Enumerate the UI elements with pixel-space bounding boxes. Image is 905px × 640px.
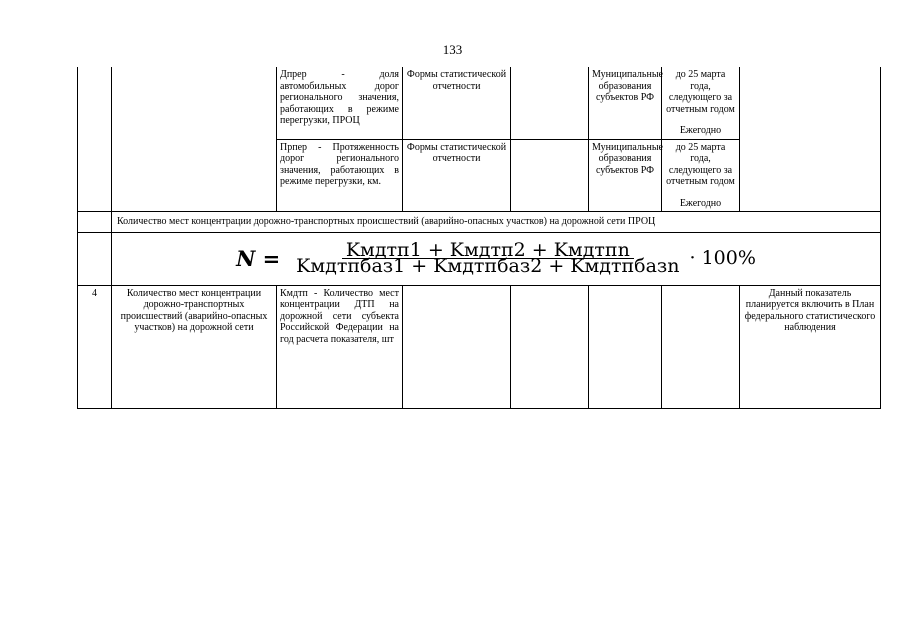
formula-lhs: N = (236, 245, 281, 271)
formula-tail: · 100% (689, 246, 756, 269)
deadline-text: до 25 марта года, следующего за отчетным годом (666, 141, 735, 187)
indicator-cell: Кмдтп - Количество мест концентрации ДТП на дорожной сети субъекта Российской Федерации на год расчета показателя, шт (277, 285, 403, 408)
level-cell: Муниципальные образования субъектов РФ (589, 139, 662, 212)
frequency-text: Ежегодно (679, 197, 722, 209)
note-cell: Данный показатель планируется включить в План федерального статистического наблюдения (740, 285, 881, 408)
formula (236, 238, 756, 277)
deadline-text: до 25 марта года, следующего за отчетным годом (666, 69, 735, 115)
formula-denominator: Kмдтпбаз1 + Kмдтпбаз2 + Kмдтпбазn (296, 255, 680, 277)
indicator-cell: Дпрер - доля автомобильных дорог регионального значения, работающих в режиме перегрузки, ПРОЦ (277, 67, 403, 139)
table-row (78, 285, 881, 408)
deadline-cell (662, 67, 740, 139)
level-cell: Муниципальные образования субъектов РФ (589, 67, 662, 139)
indicator-table (77, 67, 881, 409)
formula-fraction (292, 238, 683, 277)
section-heading-row (78, 212, 881, 233)
frequency-text: Ежегодно (679, 125, 722, 136)
source-cell: Формы статистической отчетности (403, 139, 511, 212)
deadline-cell (662, 139, 740, 212)
indicator-cell: Прпер - Протяженность дорог регионального значения, работающих в режиме перегрузки, км. (277, 139, 403, 212)
section-heading: Количество мест концентрации дорожно-транспортных происшествий (аварийно-опасных участков) на дорожной сети ПРОЦ (112, 212, 881, 233)
page-number: 133 (442, 42, 463, 57)
source-cell: Формы статистической отчетности (403, 67, 511, 139)
formula-row (78, 232, 881, 285)
formula-numerator: Kмдтп1 + Kмдтп2 + Kмдтпn (342, 245, 634, 260)
table-row (78, 67, 881, 139)
indicator-name: Количество мест концентрации дорожно-транспортных происшествий (аварийно-опасных участков) на дорожной сети (112, 285, 277, 408)
row-number: 4 (78, 285, 112, 408)
formula-cell (112, 232, 881, 285)
